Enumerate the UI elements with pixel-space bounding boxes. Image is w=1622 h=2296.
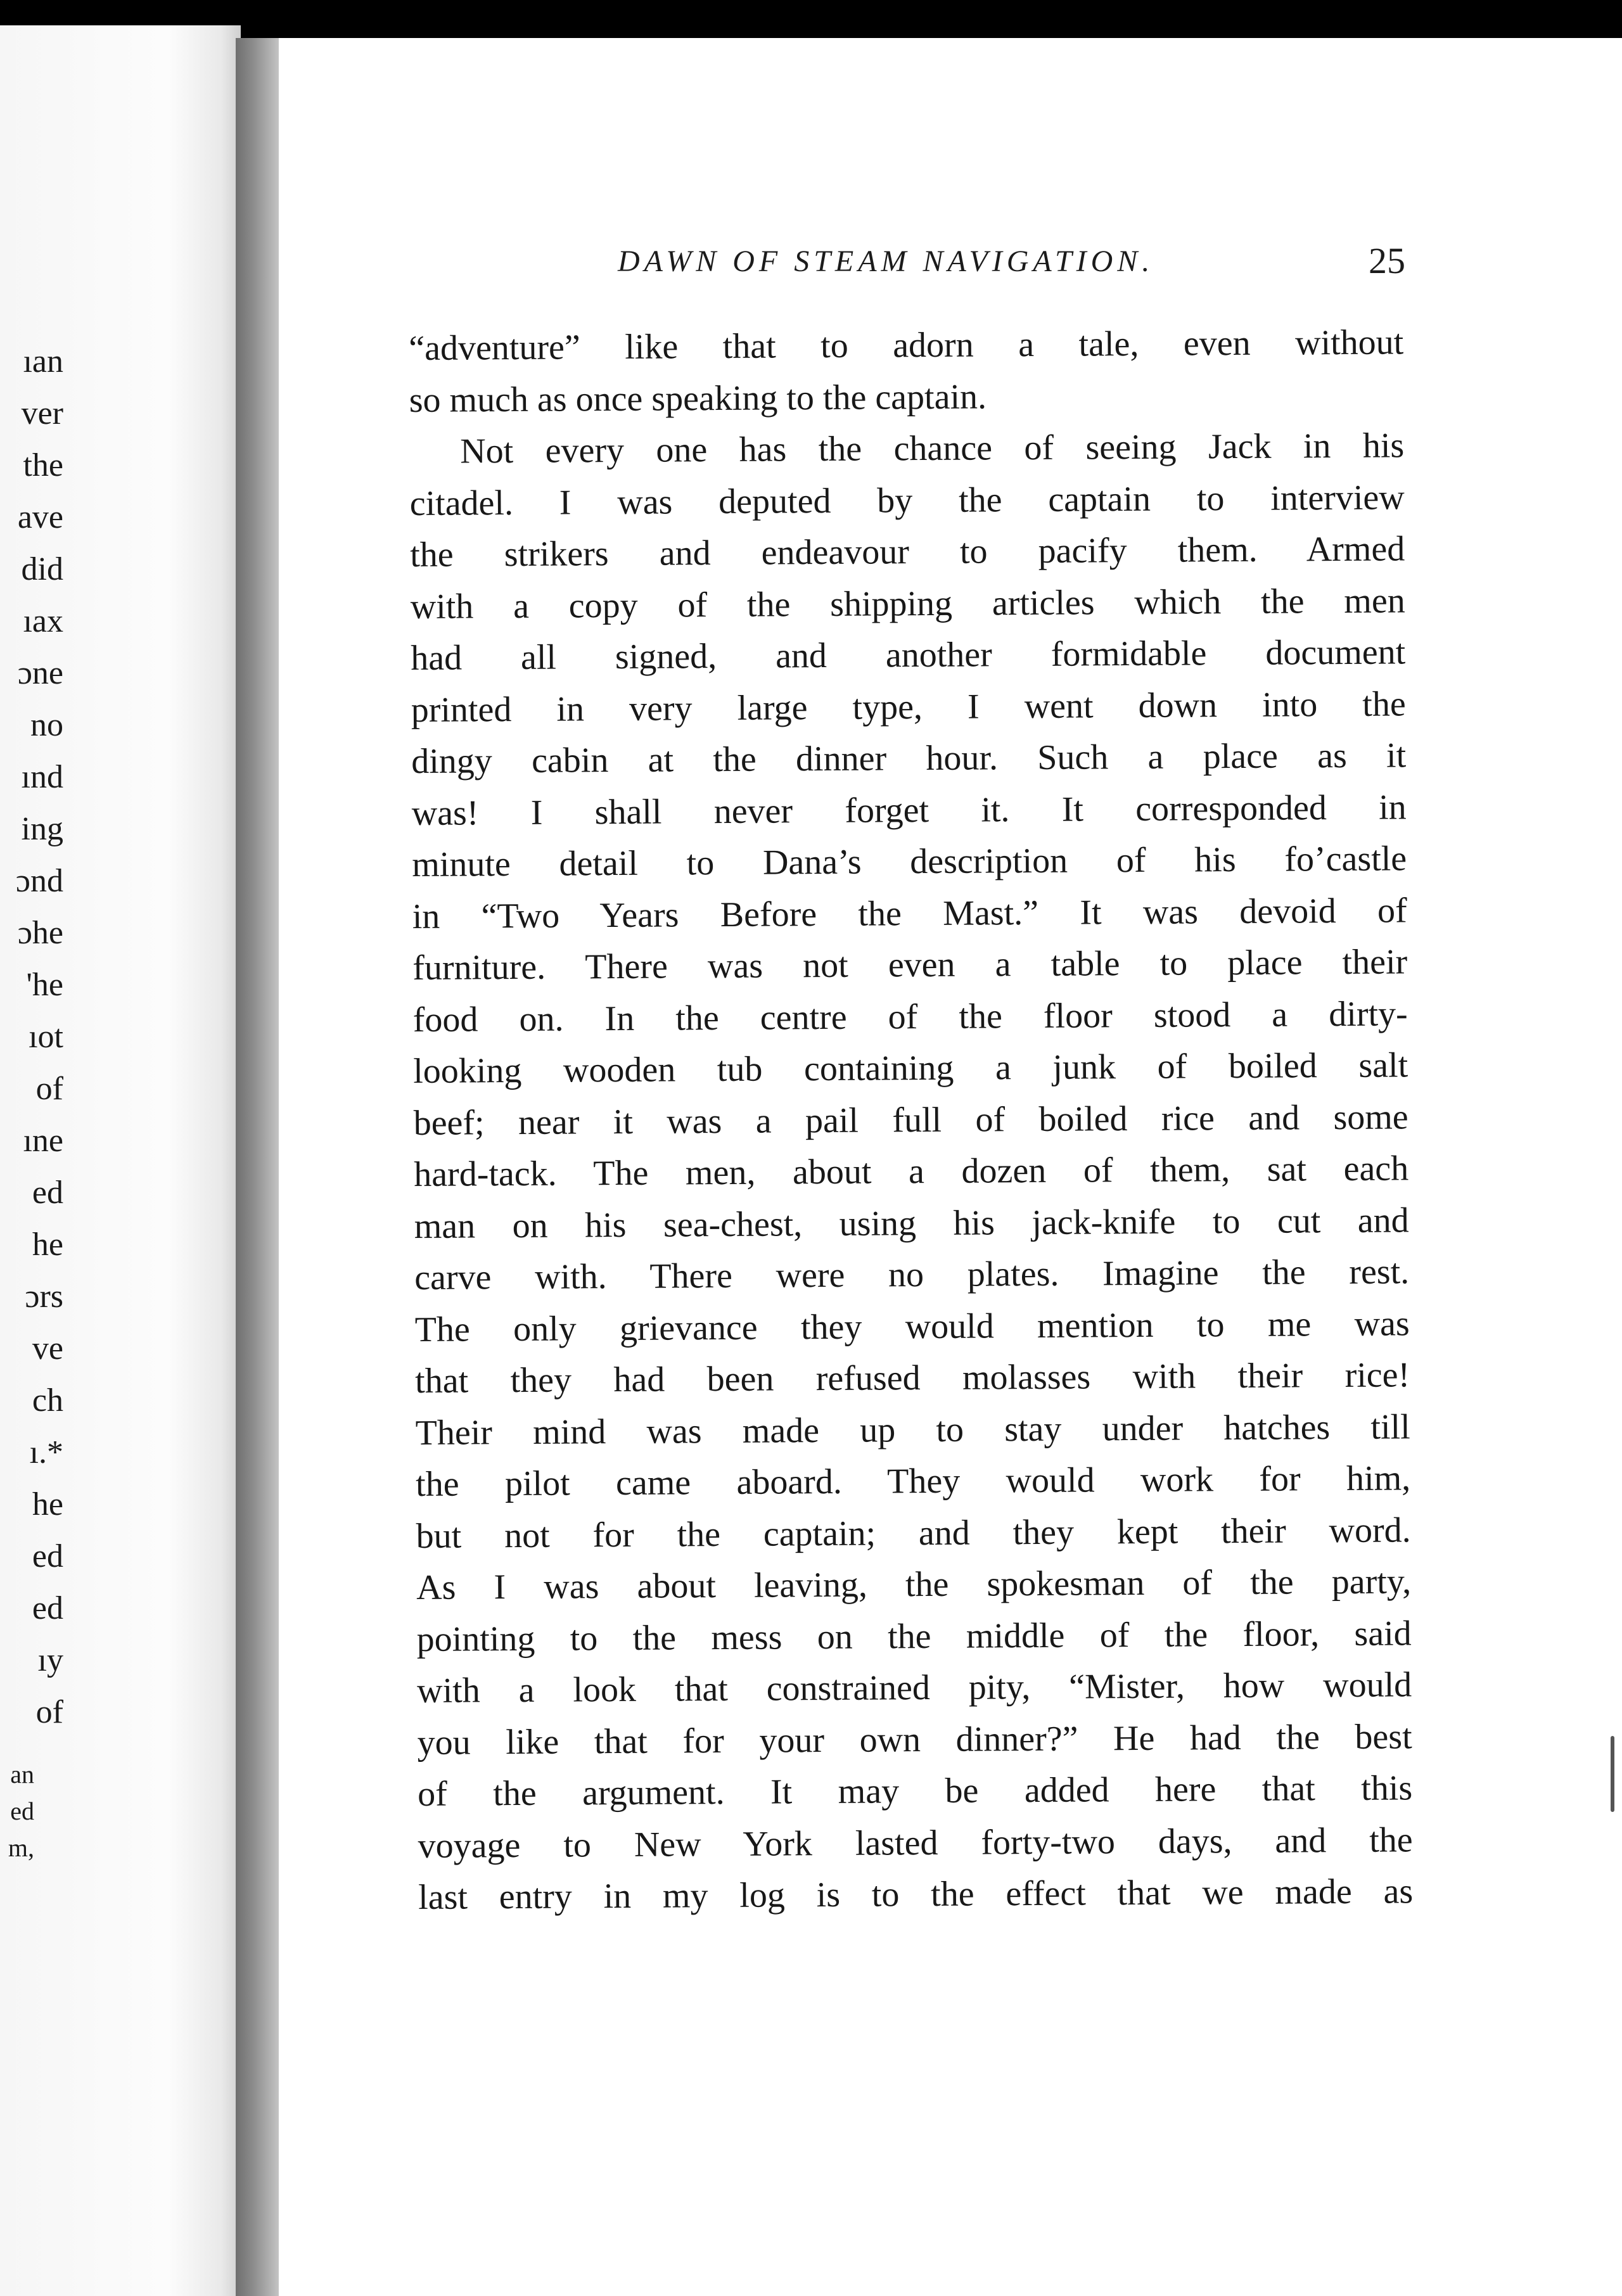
page-number: 25 <box>1369 240 1405 281</box>
left-page-footnote-fragment: m, <box>8 1834 34 1862</box>
text-line: The only grievance they would mention to me was <box>414 1303 1410 1349</box>
left-page-fragment: ıne <box>23 1123 63 1159</box>
left-page-fragment: of <box>35 1071 63 1107</box>
left-page-fragment: ıy <box>37 1642 63 1678</box>
left-page-fragment: ı.* <box>29 1434 63 1470</box>
left-page-fragment: ver <box>21 395 63 431</box>
text-line: last entry in my log is to the effect that we made as <box>418 1872 1414 1917</box>
left-page-fragment: ɔnd <box>15 863 63 899</box>
text-line: that they had been refused molasses with their rice! <box>415 1355 1410 1401</box>
text-line: pointing to the mess on the middle of the floor, said <box>416 1613 1412 1659</box>
text-line: dingy cabin at the dinner hour. Such a place as it <box>411 736 1407 781</box>
text-line: Not every one has the chance of seeing Jack in his <box>460 426 1405 471</box>
text-line: you like that for your own dinner?” He had the best <box>417 1716 1412 1763</box>
left-page-fragment: ɔne <box>17 655 63 691</box>
left-facing-page <box>0 25 241 2296</box>
text-line: As I was about leaving, the spokesman of the party, <box>416 1562 1412 1607</box>
text-line: Their mind was made up to stay under hatches till <box>415 1406 1410 1453</box>
left-page-fragment: ch <box>32 1382 63 1419</box>
text-line: had all signed, and another formidable document <box>411 632 1406 678</box>
left-page-fragment: he <box>32 1486 63 1522</box>
text-line: beef; near it was a pail full of boiled rice and some <box>413 1097 1408 1143</box>
text-line: citadel. I was deputed by the captain to interview <box>409 477 1405 523</box>
left-page-fragment: ed <box>32 1175 63 1211</box>
text-line: but not for the captain; and they kept their word. <box>416 1510 1411 1556</box>
text-line: with a look that constrained pity, “Mister, how would <box>416 1665 1412 1711</box>
text-line: hard-tack. The men, about a dozen of them, sat each <box>414 1149 1409 1194</box>
left-page-footnote-fragment: ed <box>10 1797 34 1825</box>
left-page-fragment: no <box>30 707 63 743</box>
left-page-text-fragments <box>0 336 63 1738</box>
left-page-fragment: ıan <box>23 343 63 379</box>
text-line: the pilot came aboard. They would work for him, <box>416 1458 1411 1504</box>
text-line: looking wooden tub containing a junk of boiled salt <box>413 1045 1408 1091</box>
text-line: with a copy of the shipping articles which the men <box>410 580 1405 627</box>
page-edge-mark <box>1611 1736 1614 1812</box>
running-head: DAWN OF STEAM NAVIGATION. <box>618 245 1154 278</box>
body-text <box>409 317 1413 1923</box>
left-page-fragment: of <box>35 1694 63 1730</box>
left-page-fragment: the <box>23 447 63 483</box>
left-page-fragment: ıot <box>29 1019 63 1055</box>
left-page-fragment: ve <box>32 1330 63 1367</box>
left-page-fragment: ıax <box>23 603 63 639</box>
left-page-fragment: 'he <box>26 967 63 1003</box>
text-line: so much as once speaking to the captain. <box>409 376 987 420</box>
text-line: man on his sea-chest, using his jack-knife to cut and <box>414 1200 1409 1246</box>
text-line: voyage to New York lasted forty-two days, and the <box>418 1820 1413 1866</box>
text-line: carve with. There were no plates. Imagine the rest. <box>414 1252 1410 1298</box>
text-line: in “Two Years Before the Mast.” It was devoid of <box>412 890 1407 936</box>
text-line: the strikers and endeavour to pacify them. Armed <box>410 529 1405 575</box>
left-page-fragment: ɔhe <box>17 915 63 951</box>
text-line: food on. In the centre of the floor stood a dirty- <box>412 993 1408 1040</box>
left-page-fragment: ed <box>32 1538 63 1574</box>
left-page-fragment: ave <box>17 499 63 535</box>
text-line: “adventure” like that to adorn a tale, even without <box>409 322 1404 368</box>
text-line: furniture. There was not even a table to place their <box>412 942 1408 988</box>
text-line: minute detail to Dana’s description of his fo’castle <box>412 839 1407 884</box>
left-page-footnote-fragment: an <box>10 1760 34 1789</box>
left-page-fragment: ınd <box>21 759 63 795</box>
text-line: printed in very large type, I went down into the <box>411 684 1406 730</box>
left-page-fragment: did <box>21 551 63 587</box>
left-page-footnote-fragments <box>0 1756 34 1866</box>
left-page-fragment: ed <box>32 1590 63 1626</box>
left-page-fragment: ing <box>21 811 63 847</box>
left-page-fragment: ɔrs <box>25 1279 63 1315</box>
left-page-fragment: he <box>32 1227 63 1263</box>
text-line: of the argument. It may be added here that this <box>417 1768 1413 1814</box>
text-line: was! I shall never forget it. It corresponded in <box>411 787 1407 833</box>
